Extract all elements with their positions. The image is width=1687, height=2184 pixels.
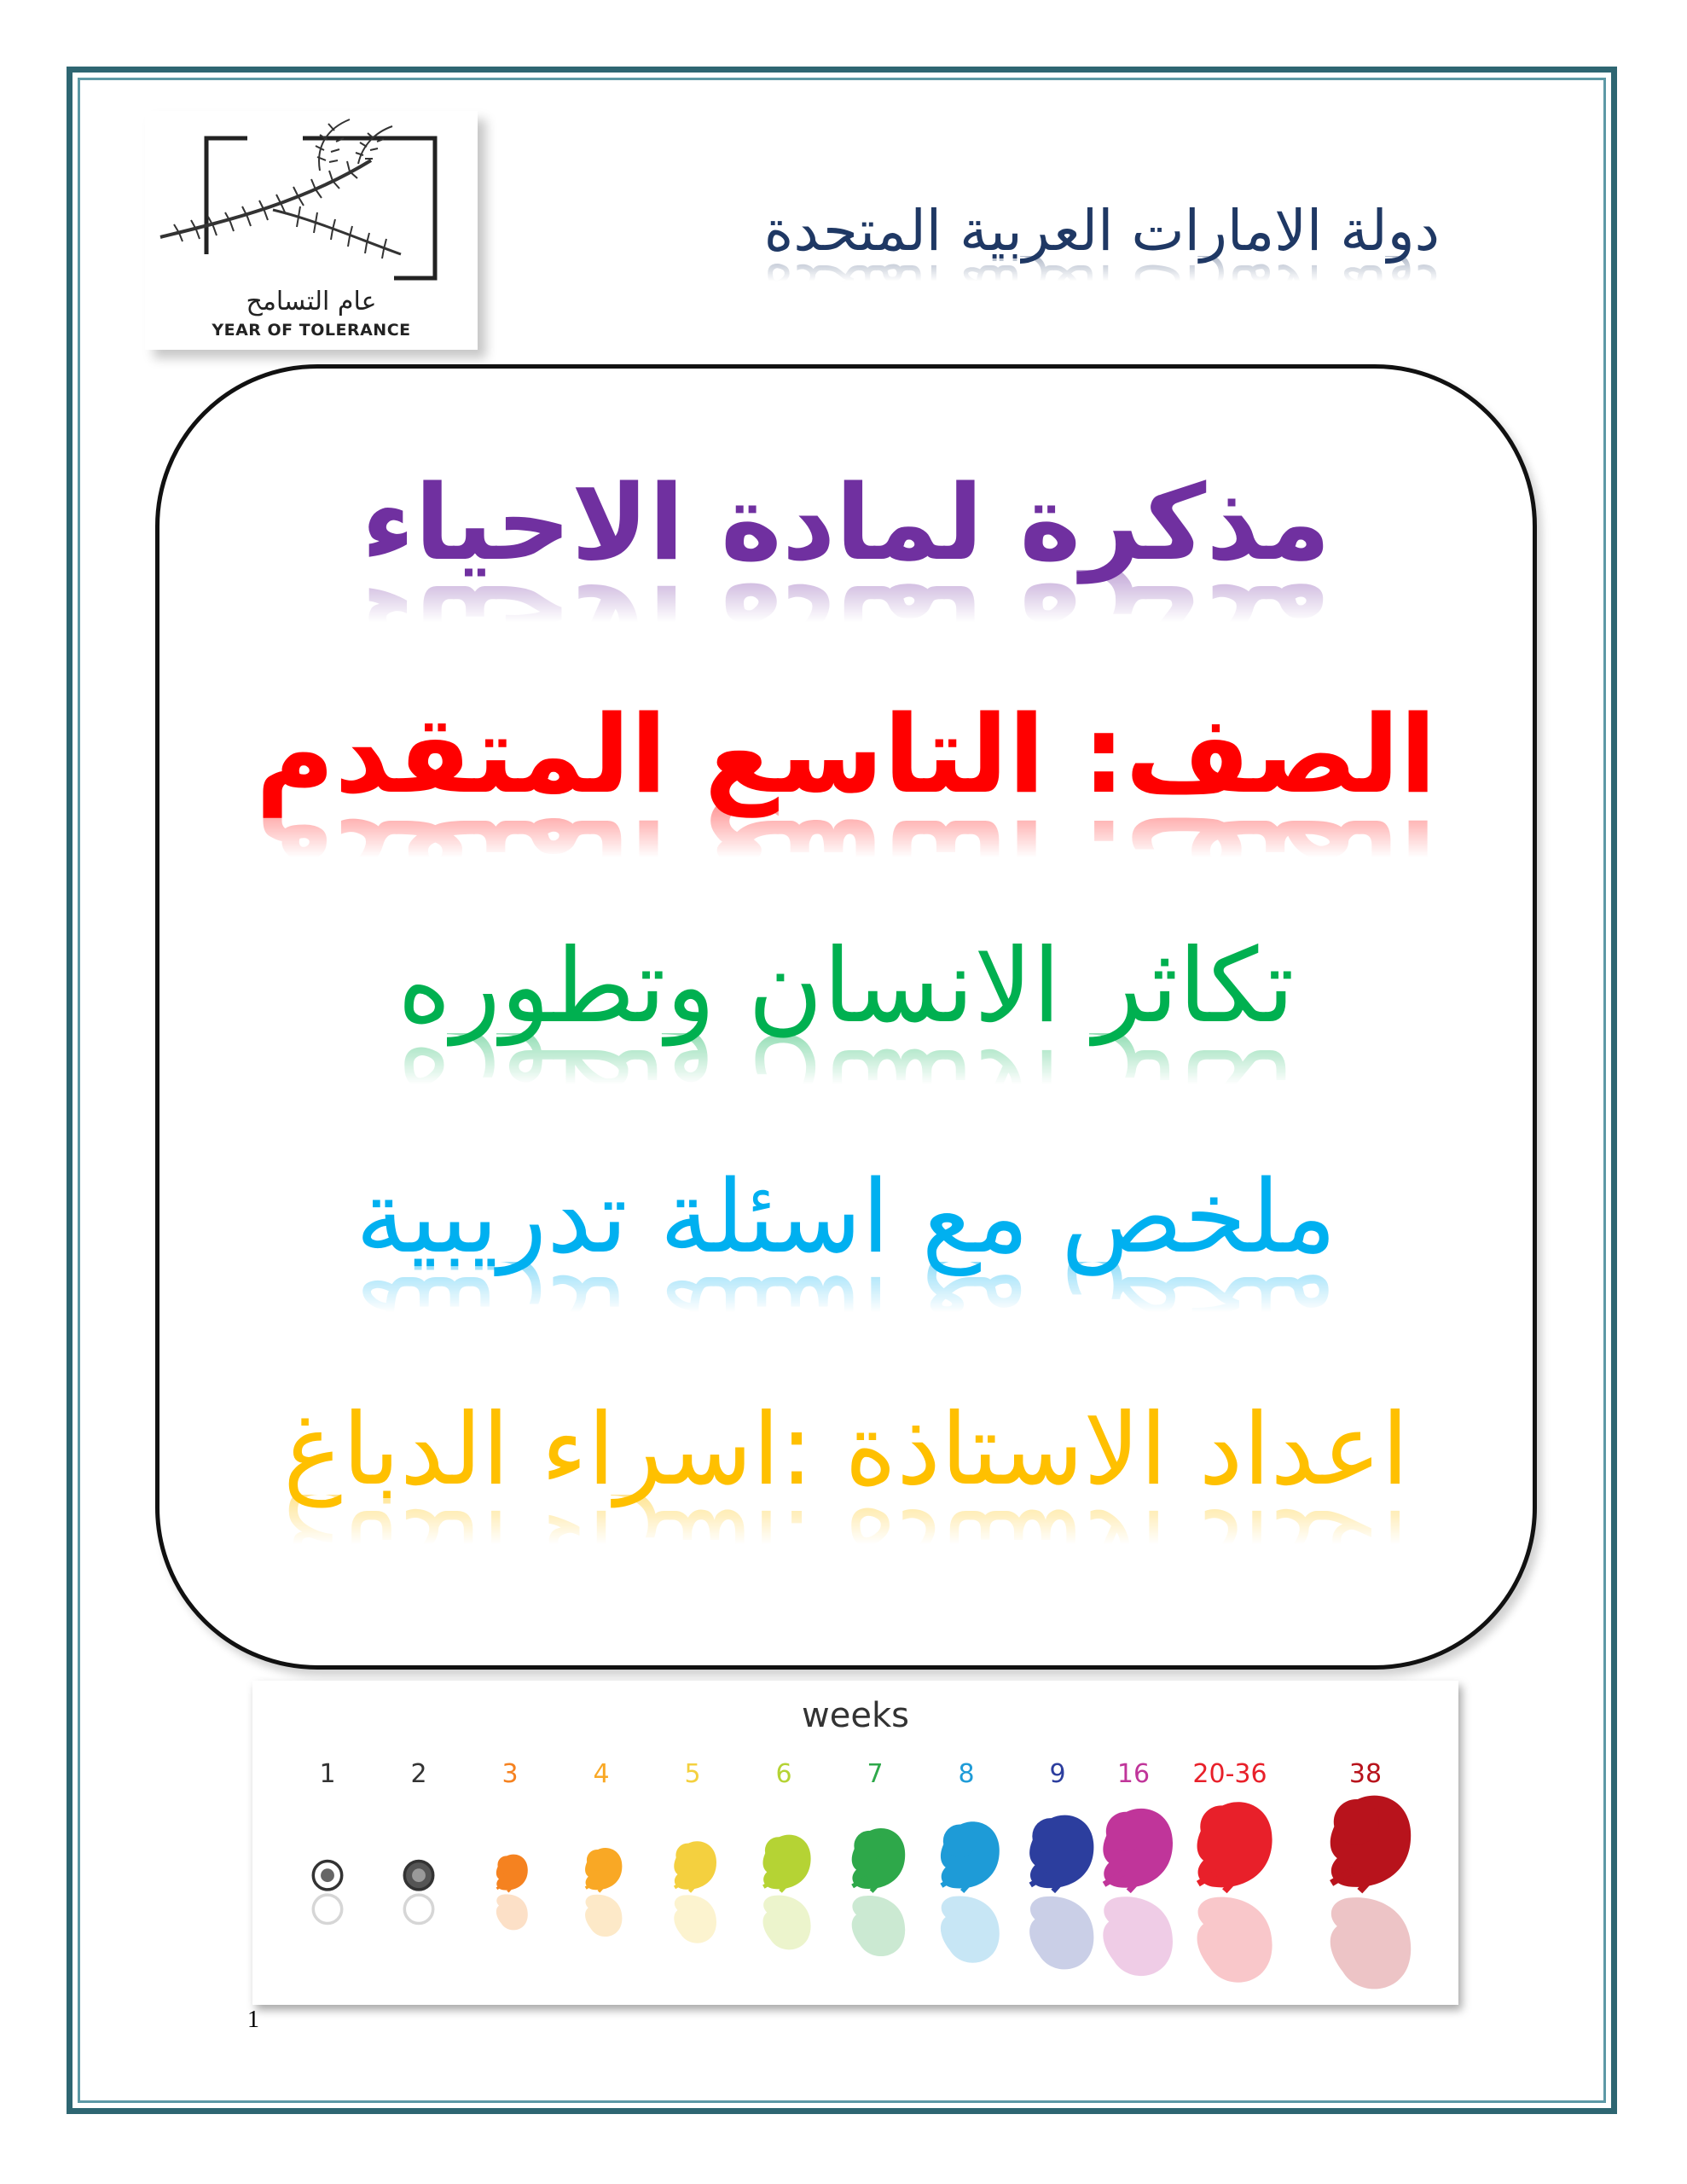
logo-arabic-text: عام التسامح [246,287,377,317]
week-label: 38 [1348,1759,1383,1789]
weeks-title: weeks [802,1696,909,1735]
embryo-icon [925,1809,1008,1975]
week-label: 8 [958,1759,975,1789]
title-box [155,364,1537,1670]
week-label: 5 [684,1759,701,1789]
week-label: 16 [1116,1759,1151,1789]
summary-title: ملخص مع اسئلة تدريبية [355,1158,1337,1275]
embryo-weeks-image [252,1681,1458,2005]
country-header: دولة الامارات العربية المتحدة [763,198,1440,264]
embryo-icon [751,1825,818,1960]
author-title: اعداد الاستاذة :اسراء الدباغ [283,1392,1409,1507]
embryo-icon [838,1817,913,1967]
embryo-icon [576,1840,628,1944]
embryo-icon [488,1848,532,1937]
embryo-icon [1309,1779,1423,2005]
cell-stage-icon [309,1855,346,1930]
week-label: 2 [410,1759,427,1789]
subject-title: مذكرة لمادة الاحياء [361,462,1331,584]
week-label: 20-36 [1192,1759,1267,1789]
embryo-icon [1085,1794,1183,1990]
week-label: 9 [1049,1759,1066,1789]
embryo-icon [663,1833,722,1952]
year-of-tolerance-logo [145,111,478,350]
week-label: 4 [593,1759,610,1789]
grade-title: الصف: التاسع المتقدم [255,692,1437,817]
logo-english-text: YEAR OF TOLERANCE [212,321,411,340]
cell-stage-icon [400,1855,438,1930]
week-label: 6 [775,1759,792,1789]
week-label: 7 [867,1759,884,1789]
topic-title: تكاثر الانسان وتطوره [397,927,1295,1046]
week-label: 1 [319,1759,336,1789]
week-label: 3 [501,1759,519,1789]
page-number: 1 [247,2007,259,2033]
embryo-icon [1177,1786,1283,1998]
